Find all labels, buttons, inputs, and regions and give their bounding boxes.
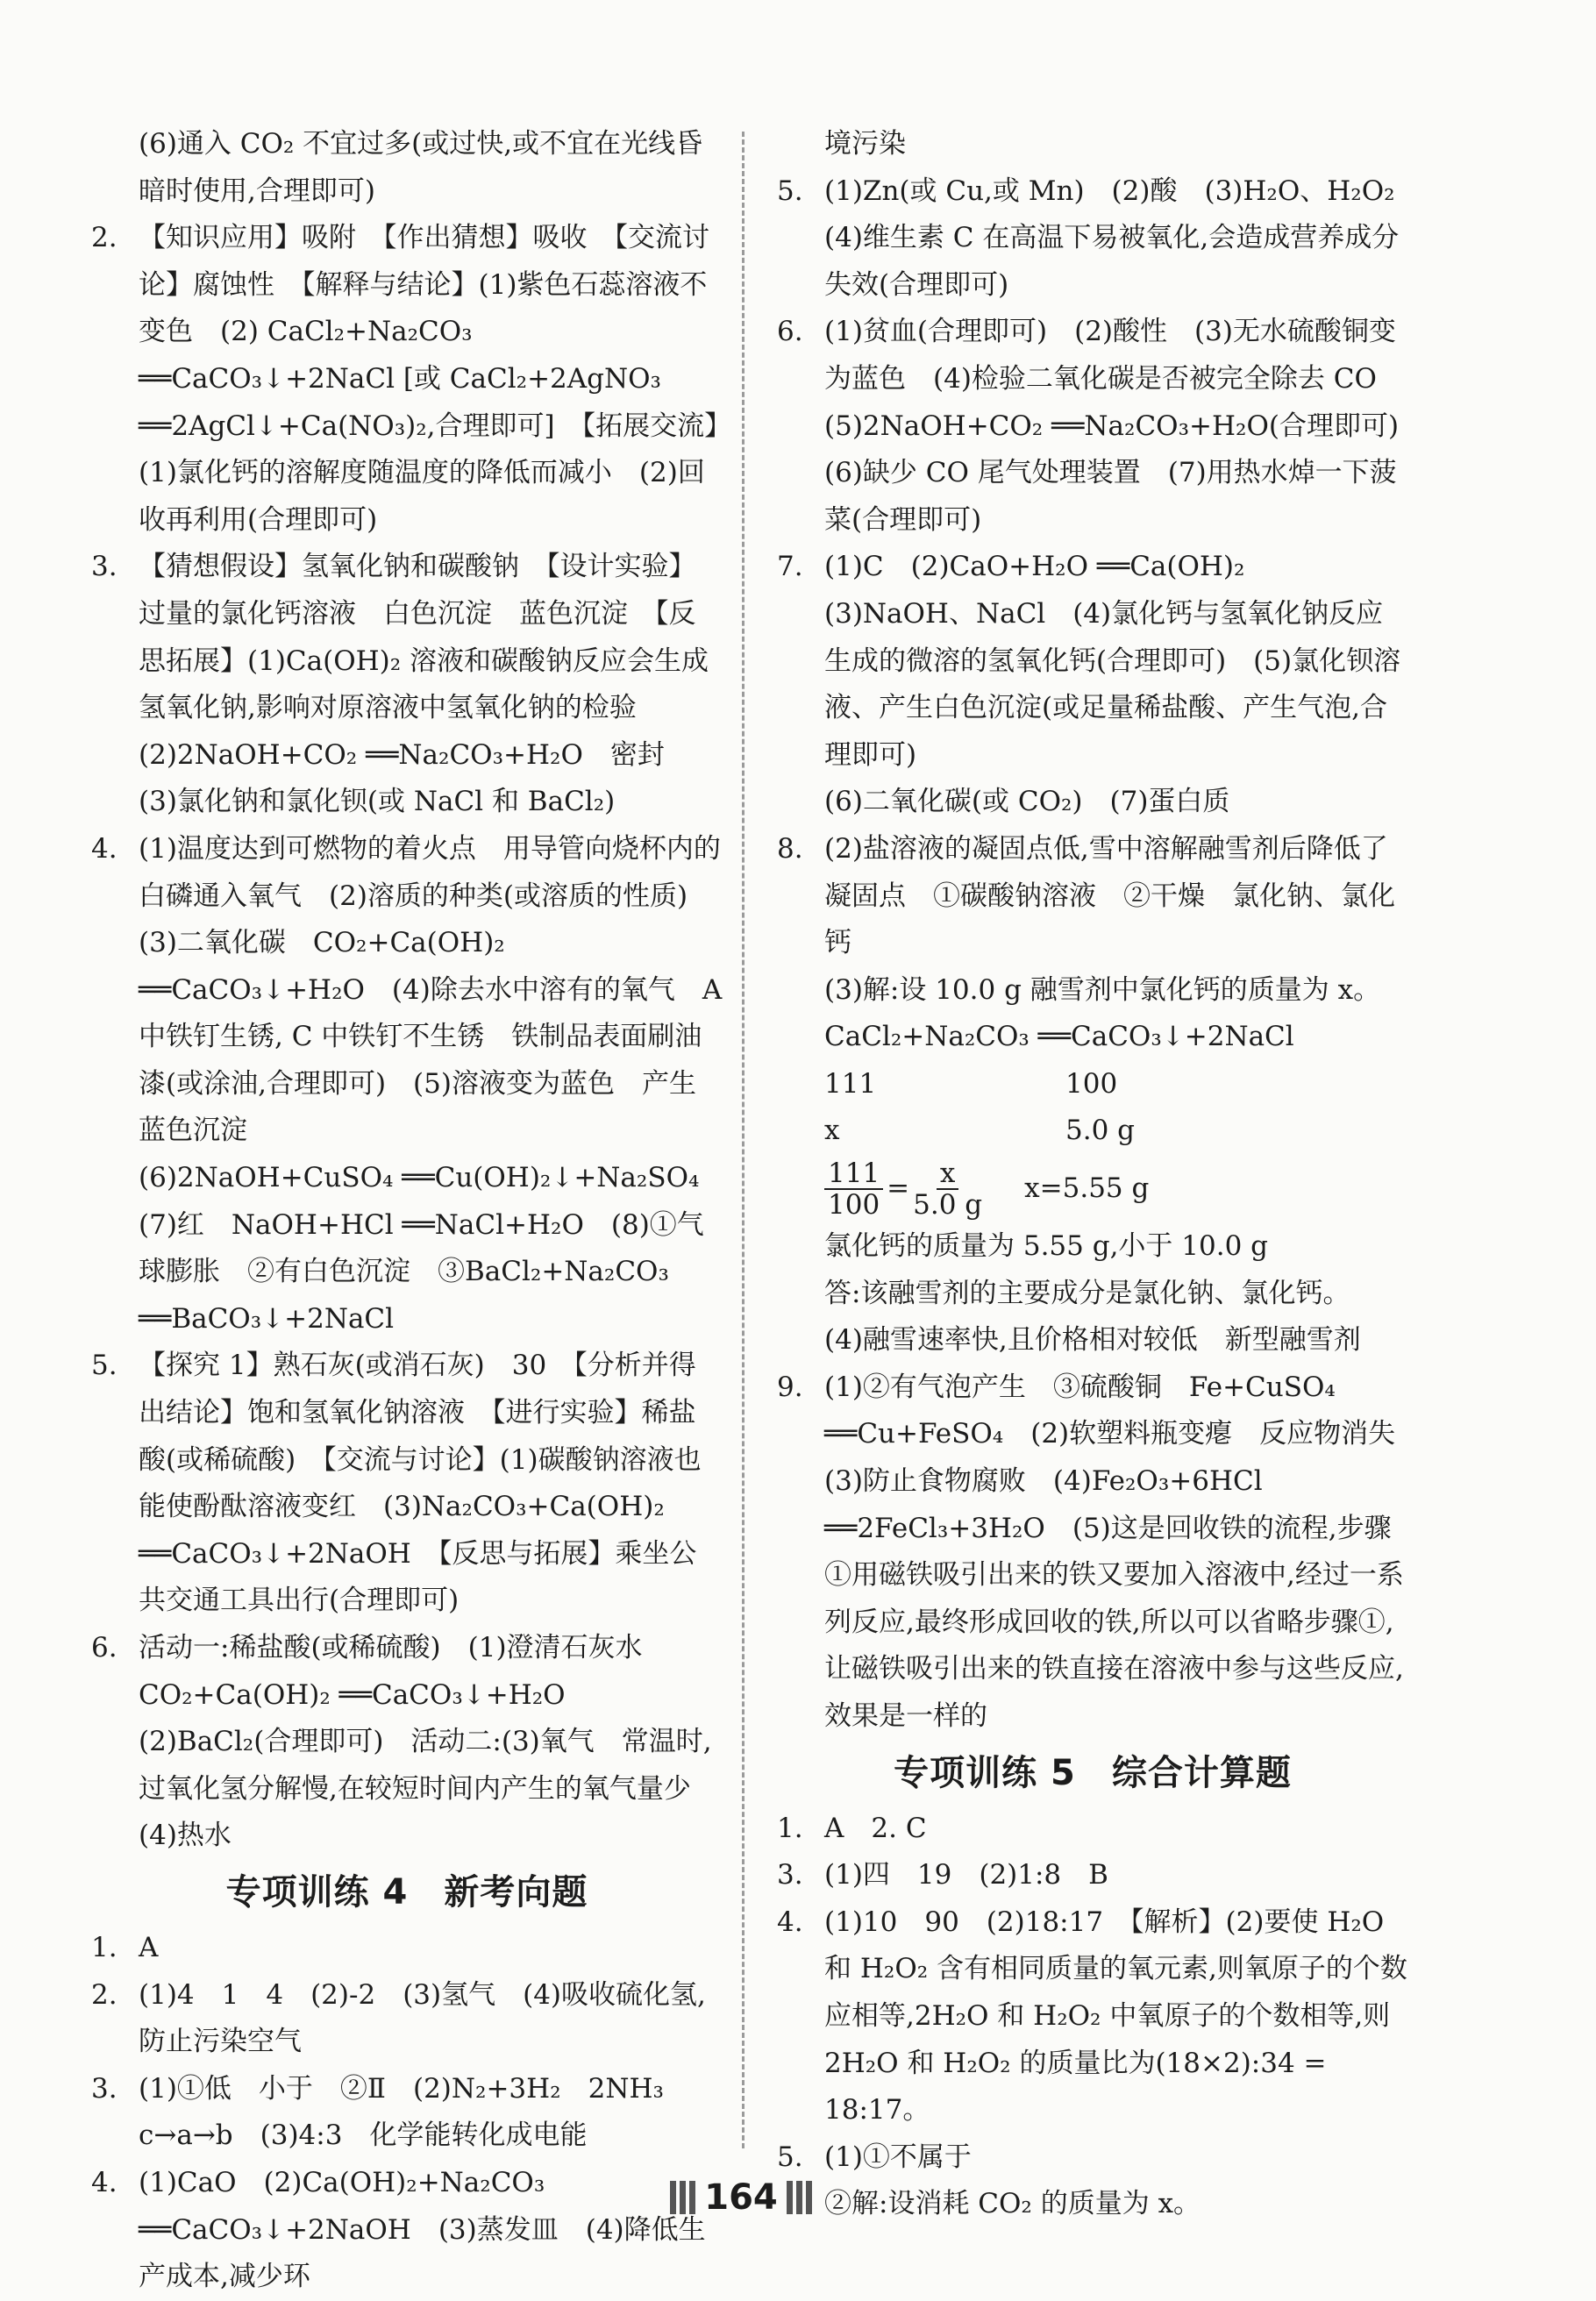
section-title: 专项训练 4 新考向题 [225, 1871, 588, 1913]
calculation-block [777, 1223, 1408, 1364]
proportion [777, 1155, 1408, 1223]
answer-number: 4. [777, 1906, 803, 1938]
answer-text: 【探究 1】熟石灰(或消石灰) 30 【分析并得出结论】饱和氢氧化钠溶液 【进行实验】稀盐酸(或稀硫酸) 【交流与讨论】(1)碳酸钠溶液也能使酚酞溶液变红 (3)Na₂CO₃+Ca(OH)₂ ══CaCO₃↓+2NaOH 【反思与拓展】乘坐公共交通工具出行(合理即可) [139, 1350, 702, 1617]
calc-cell: 5.0 g [1065, 1115, 1135, 1147]
answer-text: (1)①不属于 ②解:设消耗 CO₂ 的质量为 x。 [824, 2141, 1201, 2220]
answer-item [777, 1364, 1408, 1741]
answer-number: 8. [777, 832, 803, 865]
answer-item [91, 215, 723, 544]
answer-item [91, 2160, 723, 2301]
section-title: 专项训练 5 综合计算题 [894, 1752, 1292, 1793]
column-divider [742, 132, 745, 2148]
answer-text: (1)四 19 (2)1:8 B [824, 1859, 1108, 1891]
numerator: 111 [824, 1158, 883, 1190]
decorative-bars [670, 2181, 695, 2214]
calc-line: 氯化钙的质量为 5.55 g,小于 10.0 g [824, 1230, 1269, 1263]
answer-text: (1)②有气泡产生 ③硫酸铜 Fe+CuSO₄ ══Cu+FeSO₄ (2)软塑料瓶变瘪 反应物消失 (3)防止食物腐败 (4)Fe₂O₃+6HCl ══2FeCl₃+3H₂O (5)这是回收铁的流程,步骤①用磁铁吸引出来的铁又要加入溶液中,经过一系列反应,最终形成回收的铁,所以可以省略步骤①,让磁铁吸引出来的铁直接在溶液中参与这些反应,效果是一样的 [824, 1371, 1404, 1732]
calc-cell: 100 [1065, 1067, 1118, 1100]
left-column [91, 121, 723, 2301]
answer-number: 4. [91, 832, 118, 865]
answer-item [91, 2066, 723, 2160]
answer-item [777, 1806, 1408, 1853]
answer-item [777, 1899, 1408, 2134]
answer-number: 4. [91, 2166, 118, 2198]
decorative-bars [787, 2181, 812, 2214]
answer-text: (1)贫血(合理即可) (2)酸性 (3)无水硫酸铜变为蓝色 (4)检验二氧化碳是否被完全除去 CO (5)2NaOH+CO₂ ══Na₂CO₃+H₂O(合理即可) (6)缺少 CO 尾气处理装置 (7)用热水焯一下菠菜(合理即可) [824, 316, 1427, 536]
calculation-block [777, 967, 1408, 1155]
page-number: 164 [704, 2177, 778, 2218]
answer-text: (2)盐溶液的凝固点低,雪中溶解融雪剂后降低了凝固点 ①碳酸钠溶液 ②干燥 氯化钠、氯化钙 [824, 832, 1395, 959]
answer-text: (1)①低 小于 ②Ⅱ (2)N₂+3H₂ 2NH₃ c→a→b (3)4:3 化学能转化成电能 [139, 2072, 664, 2152]
numerator: x [937, 1158, 958, 1190]
calc-intro: (3)解:设 10.0 g 融雪剂中氯化钙的质量为 x。 [824, 973, 1381, 1006]
answer-number: 5. [91, 1350, 118, 1382]
answer-number: 5. [777, 175, 803, 207]
answer-text: (1)Zn(或 Cu,或 Mn) (2)酸 (3)H₂O、H₂O₂ (4)维生素 C 在高温下易被氧化,会造成营养成分失效(合理即可) [824, 175, 1400, 301]
answer-item [91, 1925, 723, 1972]
answer-number: 3. [777, 1859, 803, 1891]
calc-answer: 答:该融雪剂的主要成分是氯化钠、氯化钙。 [824, 1277, 1350, 1309]
answer-text: (1)CaO (2)Ca(OH)₂+Na₂CO₃ ══CaCO₃↓+2NaOH (3)蒸发皿 (4)降低生产成本,减少环 [139, 2166, 706, 2293]
answer-item [91, 544, 723, 826]
answer-item [777, 2134, 1408, 2228]
calc-result: x=5.55 g [1024, 1172, 1150, 1205]
right-column [777, 121, 1427, 2228]
answer-number: 6. [777, 316, 803, 348]
answer-text: A 2. C [824, 1812, 927, 1844]
answer-number: 2. [91, 222, 118, 254]
page-footer [666, 2176, 816, 2219]
answer-continuation: (6)通入 CO₂ 不宜过多(或过快,或不宜在光线昏 [139, 128, 703, 160]
answer-item [91, 826, 723, 1343]
chemical-equation: CaCl₂+Na₂CO₃ ══CaCO₃↓+2NaCl [824, 1021, 1294, 1053]
calc-cell: 111 [824, 1067, 877, 1100]
answer-item [777, 168, 1408, 310]
answer-number: 7. [777, 551, 803, 583]
calc-row [824, 1061, 1408, 1108]
answer-text: (1)C (2)CaO+H₂O ══Ca(OH)₂ (3)NaOH、NaCl (4)氯化钙与氢氧化钠反应生成的微溶的氢氧化钙(合理即可) (5)氯化钡溶液、产生白色沉淀(或足量稀盐酸、产生气泡,合理即可) (6)二氧化碳(或 CO₂) (7)蛋白质 [824, 551, 1401, 818]
denominator: 100 [828, 1189, 880, 1222]
answer-item [91, 1625, 723, 1860]
answer-text: 活动一:稀盐酸(或稀硫酸) (1)澄清石灰水 CO₂+Ca(OH)₂ ══CaCO₃↓+H₂O (2)BaCl₂(合理即可) 活动二:(3)氧气 常温时,过氧化氢分解慢,在较短时间内产生的氧气量少 (4)热水 [139, 1632, 712, 1852]
answer-text: A [139, 1931, 159, 1963]
answer-number: 5. [777, 2141, 803, 2173]
calc-line: (4)融雪速率快,且价格相对较低 新型融雪剂 [824, 1324, 1361, 1357]
answer-number: 1. [777, 1812, 803, 1844]
answer-number: 6. [91, 1632, 118, 1663]
answer-item [777, 544, 1408, 826]
answer-continuation: 暗时使用,合理即可) [139, 175, 375, 207]
answer-number: 3. [91, 551, 118, 583]
answer-number: 1. [91, 1931, 118, 1963]
calc-row [824, 1108, 1408, 1155]
answer-number: 3. [91, 2072, 118, 2105]
answer-item [777, 826, 1408, 967]
answer-text: (1)4 1 4 (2)-2 (3)氢气 (4)吸收硫化氢,防止污染空气 [139, 1978, 706, 2058]
denominator: 5.0 g [913, 1189, 983, 1222]
answer-item [777, 309, 1427, 544]
answer-item [91, 1972, 723, 2066]
answer-continuation: 境污染 [824, 128, 906, 160]
answer-text: 【知识应用】吸附 【作出猜想】吸收 【交流讨论】腐蚀性 【解释与结论】(1)紫色石蕊溶液不变色 (2) CaCl₂+Na₂CO₃ ══CaCO₃↓+2NaCl [或 CaCl₂+2AgNO₃ ══2AgCl↓+Ca(NO₃)₂,合理即可] 【拓展交流】(1)氯化钙的溶解度随温度的降低而减小 (2)回收再利用(合理即可) [139, 222, 718, 536]
fraction [824, 1158, 883, 1220]
answer-item [91, 1343, 723, 1625]
fraction [913, 1158, 982, 1220]
answer-number: 9. [777, 1371, 803, 1403]
answer-text: 【猜想假设】氢氧化钠和碳酸钠 【设计实验】过量的氯化钙溶液 白色沉淀 蓝色沉淀 【反思拓展】(1)Ca(OH)₂ 溶液和碳酸钠反应会生成氢氧化钠,影响对原溶液中氢氧化钠的检验 (2)2NaOH+CO₂ ══Na₂CO₃+H₂O 密封 (3)氯化钠和氯化钡(或 NaCl 和 BaCl₂) [139, 551, 709, 818]
answer-item [777, 1852, 1408, 1899]
answer-text: (1)温度达到可燃物的着火点 用导管向烧杯内的白磷通入氧气 (2)溶质的种类(或溶质的性质) (3)二氧化碳 CO₂+Ca(OH)₂ ══CaCO₃↓+H₂O (4)除去水中溶有的氧气 A 中铁钉生锈, C 中铁钉不生锈 铁制品表面刷油漆(或涂油,合理即可) (5)溶液变为蓝色 产生蓝色沉淀 (6)2NaOH+CuSO₄ ══Cu(OH)₂↓+Na₂SO₄ (7)红 NaOH+HCl ══NaCl+H₂O (8)①气球膨胀 ②有白色沉淀 ③BaCl₂+Na₂CO₃ ══BaCO₃↓+2NaCl [139, 832, 723, 1335]
answer-text: (1)10 90 (2)18:17 【解析】(2)要使 H₂O 和 H₂O₂ 含有相同质量的氧元素,则氧原子的个数应相等,2H₂O 和 H₂O₂ 中氧原子的个数相等,则 2H₂O 和 H₂O₂ 的质量比为(18×2):34 = 18:17。 [824, 1906, 1407, 2126]
calc-cell: x [824, 1115, 840, 1147]
equals-sign: = [887, 1172, 910, 1205]
answer-number: 2. [91, 1978, 118, 2011]
